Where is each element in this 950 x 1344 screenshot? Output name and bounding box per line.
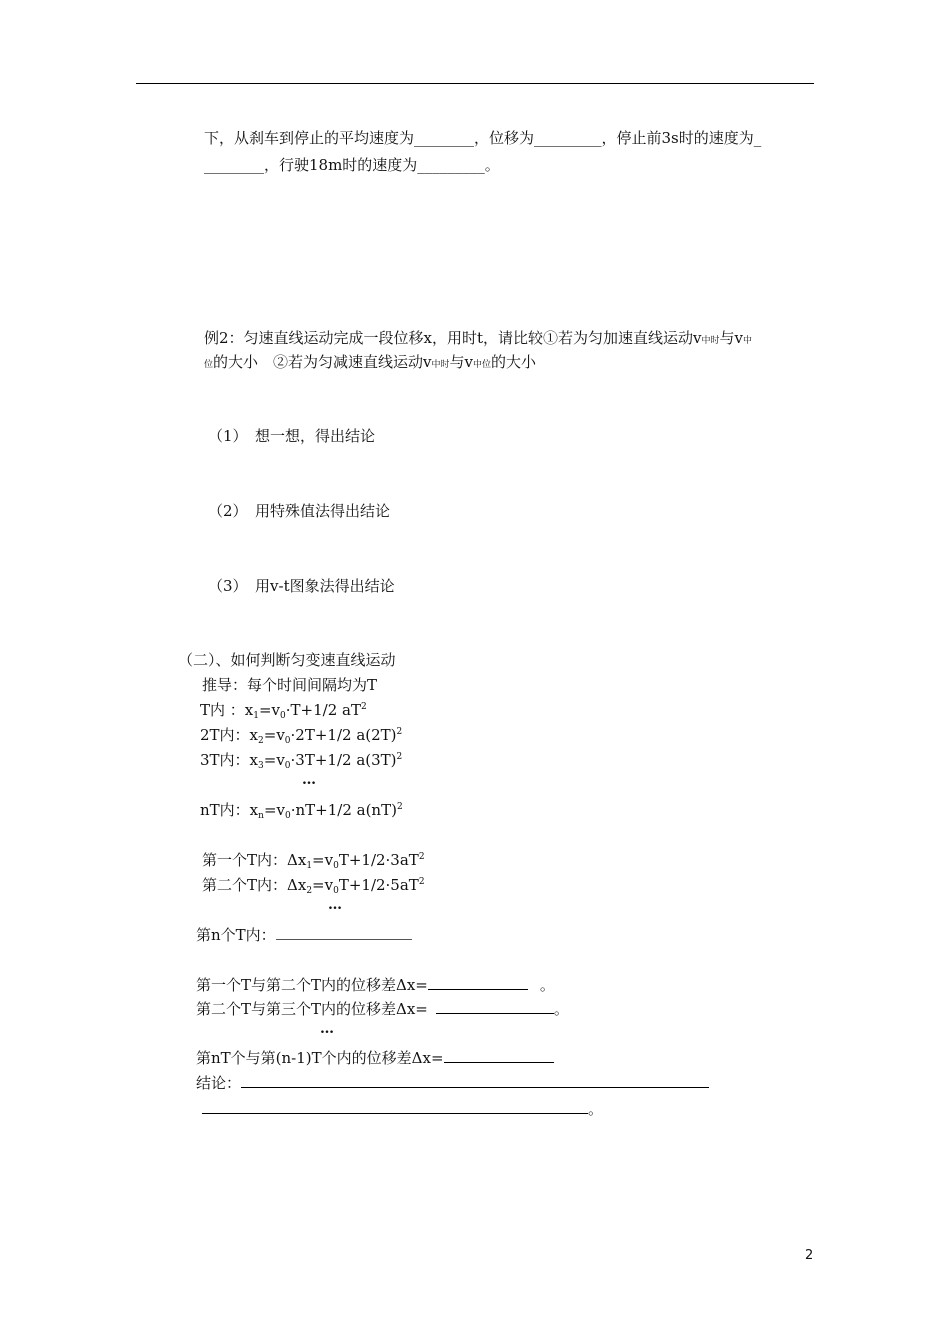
delta-second-t xyxy=(202,875,425,895)
header-rule xyxy=(136,83,814,84)
blank-nth-t[interactable] xyxy=(276,927,412,940)
delta-first-mid: =v xyxy=(312,851,334,869)
deduction-intro: 推导：每个时间间隔均为T xyxy=(202,676,378,694)
delta-second-sup: 2 xyxy=(418,877,425,887)
formula-t-label: T内 ：x xyxy=(200,701,254,719)
section-2-heading: （二）、如何判断匀变速直线运动 xyxy=(178,651,396,669)
formula-nt-sub0: 0 xyxy=(284,811,291,821)
formula-nt-sup: 2 xyxy=(396,802,403,812)
ellipsis-1: … xyxy=(302,772,316,788)
delta-second-sub: 2 xyxy=(306,886,313,896)
ellipsis-3: … xyxy=(320,1021,334,1037)
subscript-zhong: 中 xyxy=(743,336,753,346)
delta-first-t xyxy=(202,850,425,870)
formula-nt xyxy=(200,800,403,820)
conclusion-end: 。 xyxy=(588,1100,604,1118)
page-number: 2 xyxy=(805,1248,814,1263)
delta-second-sub0: 0 xyxy=(333,886,339,896)
blank-diff-2[interactable] xyxy=(436,1001,554,1014)
example-2-line-2 xyxy=(204,352,536,375)
subscript-zhongshi-2: 中时 xyxy=(431,360,450,370)
subscript-zhongwei-2: 中位 xyxy=(473,360,492,370)
q1-line-1: 下，从刹车到停止的平均速度为________，位移为_________，停止前3s时的速度为_ xyxy=(204,129,762,147)
formula-t-sup: 2 xyxy=(360,702,367,712)
blank-diff-n[interactable] xyxy=(444,1050,554,1063)
delta-first-sub: 1 xyxy=(306,861,313,871)
diff-second-third xyxy=(196,999,569,1019)
formula-3t-mid: =v xyxy=(263,751,285,769)
q1-line-2: ________，行驶18m时的速度为_________。 xyxy=(204,156,500,174)
delta-nth-label: 第n个T内： xyxy=(196,926,276,944)
delta-first-sub0: 0 xyxy=(333,861,339,871)
conclusion xyxy=(196,1073,709,1093)
formula-t xyxy=(200,700,367,720)
formula-2t-label: 2T内：x xyxy=(200,726,259,744)
formula-2t-sup: 2 xyxy=(396,727,403,737)
formula-2t-mid: =v xyxy=(263,726,285,744)
formula-t-rest: ·T+1/2 aT xyxy=(285,701,361,719)
formula-nt-mid: =v xyxy=(263,801,285,819)
delta-second-label: 第二个T内：Δx xyxy=(202,876,307,894)
example-2-text-d: 与v xyxy=(449,353,473,371)
formula-3t xyxy=(200,750,402,770)
conclusion-label: 结论： xyxy=(196,1074,242,1092)
example-2-line-1 xyxy=(204,328,752,351)
example-2-text-e: 的大小 xyxy=(491,353,537,371)
diff-second-third-end: 。 xyxy=(553,1000,569,1018)
example-2-text-c: 的大小 ②若为匀减速直线运动v xyxy=(213,353,432,371)
formula-2t-rest: ·2T+1/2 a(2T) xyxy=(290,726,397,744)
subscript-zhongshi: 中时 xyxy=(701,336,720,346)
formula-t-mid: =v xyxy=(258,701,281,719)
diff-first-second-label: 第一个T与第二个T内的位移差Δx= xyxy=(196,976,428,994)
example-2-item-1: （1） 想一想，得出结论 xyxy=(208,427,376,445)
example-2-item-3: （3） 用v-t图象法得出结论 xyxy=(208,577,395,595)
formula-2t-sub: 2 xyxy=(258,736,264,746)
formula-3t-sub: 3 xyxy=(258,761,264,771)
example-2-text-b: 与v xyxy=(719,329,744,347)
formula-nt-sub: n xyxy=(258,811,264,821)
blank-conclusion-2[interactable] xyxy=(202,1101,588,1114)
formula-t-sub0: 0 xyxy=(280,711,286,721)
formula-2t xyxy=(200,725,402,745)
diff-first-second-end: 。 xyxy=(539,976,555,994)
formula-nt-label: nT内：x xyxy=(200,801,259,819)
formula-nt-rest: ·nT+1/2 a(nT) xyxy=(290,801,397,819)
formula-3t-rest: ·3T+1/2 a(3T) xyxy=(290,751,397,769)
subscript-wei: 位 xyxy=(204,360,214,370)
formula-3t-label: 3T内：x xyxy=(200,751,259,769)
diff-first-second xyxy=(196,975,555,995)
blank-conclusion-1[interactable] xyxy=(241,1075,709,1088)
blank-diff-1[interactable] xyxy=(428,977,528,990)
conclusion-line-2 xyxy=(202,1099,603,1119)
example-2-item-2: （2） 用特殊值法得出结论 xyxy=(208,502,391,520)
formula-3t-sup: 2 xyxy=(396,752,403,762)
delta-first-rest: T+1/2·3aT xyxy=(338,851,419,869)
delta-nth-t xyxy=(196,925,412,945)
ellipsis-2: … xyxy=(328,897,342,913)
diff-nth xyxy=(196,1048,554,1068)
delta-first-sup: 2 xyxy=(418,852,425,862)
formula-3t-sub0: 0 xyxy=(284,761,291,771)
formula-t-sub: 1 xyxy=(253,711,259,721)
diff-nth-label: 第nT个与第(n-1)T个内的位移差Δx= xyxy=(196,1049,444,1067)
delta-second-mid: =v xyxy=(312,876,334,894)
delta-first-label: 第一个T内：Δx xyxy=(202,851,307,869)
delta-second-rest: T+1/2·5aT xyxy=(338,876,419,894)
formula-2t-sub0: 0 xyxy=(284,736,291,746)
example-2-text-a: 例2：匀速直线运动完成一段位移x，用时t，请比较①若为匀加速直线运动v xyxy=(204,329,702,347)
diff-second-third-label: 第二个T与第三个T内的位移差Δx= xyxy=(196,1000,428,1018)
